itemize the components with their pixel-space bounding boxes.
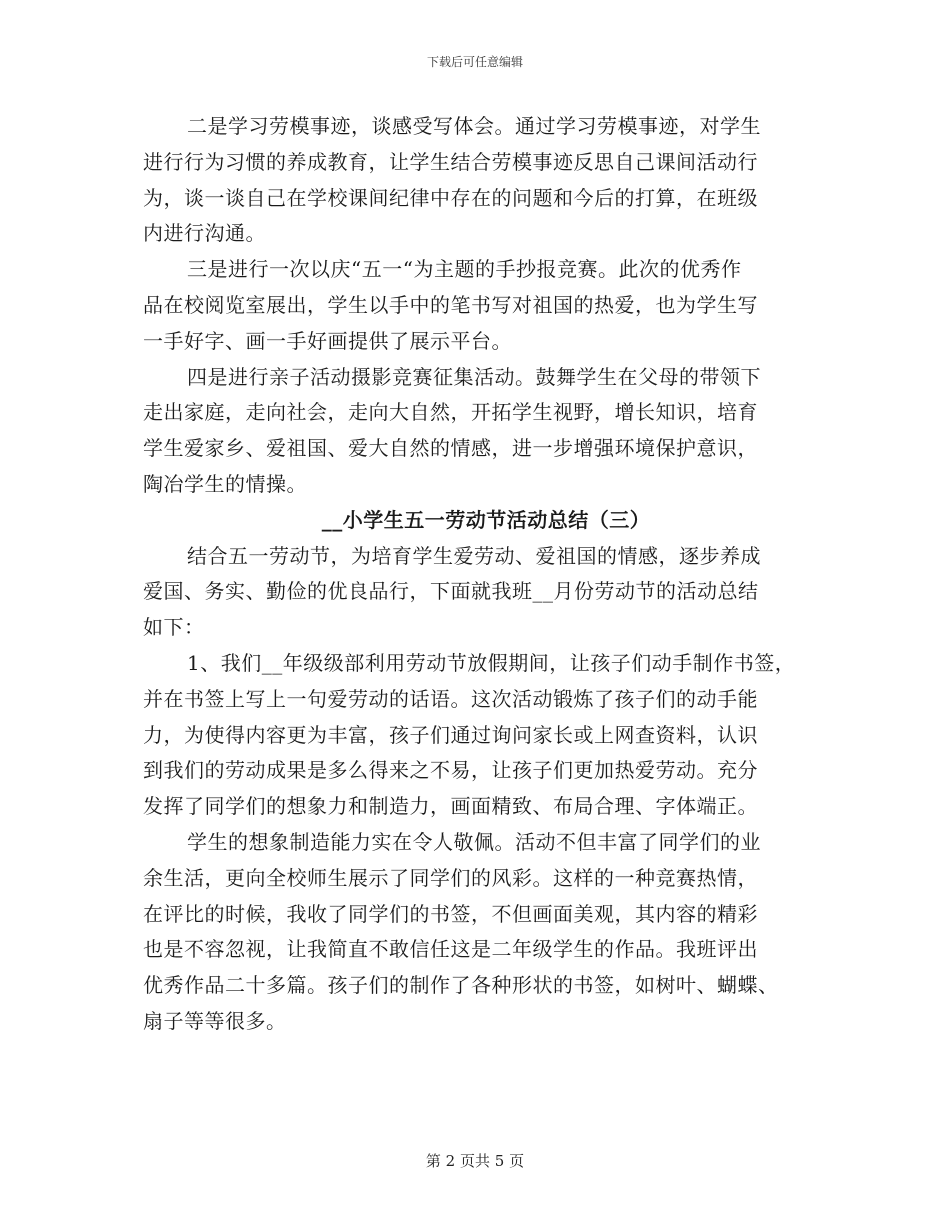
paragraph-line: 走出家庭，走向社会，走向大自然，开拓学生视野，增长知识，培育 (143, 400, 758, 425)
paragraph-line: 品在校阅览室展出，学生以手中的笔书写对祖国的热爱，也为学生写 (143, 292, 758, 317)
paragraph-line: 发挥了同学们的想象力和制造力，画面精致、布局合理、字体端正。 (143, 794, 758, 819)
paragraph-line: 在评比的时候，我收了同学们的书签，不但画面美观，其内容的精彩 (143, 901, 758, 926)
paragraph-line: 进行行为习惯的养成教育，让学生结合劳模事迹反思自己课间活动行 (143, 149, 758, 174)
paragraph-line: 三是进行一次以庆“五一“为主题的手抄报竞赛。此次的优秀作 (187, 257, 742, 282)
paragraph-line: 一手好字、画一手好画提供了展示平台。 (143, 328, 512, 353)
paragraph-line: 爱国、务实、勤俭的优良品行，下面就我班__月份劳动节的活动总结 (143, 579, 759, 604)
page-footer: 第 2 页共 5 页 (425, 1152, 525, 1170)
paragraph-line: 学生爱家乡、爱祖国、爱大自然的情感，进一步增强环境保护意识， (143, 436, 758, 461)
paragraph-line: 力，为使得内容更为丰富，孩子们通过询问家长或上网查资料，认识 (143, 722, 758, 747)
paragraph-line: 四是进行亲子活动摄影竞赛征集活动。鼓舞学生在父母的带领下 (187, 364, 761, 389)
paragraph-line: 学生的想象制造能力实在令人敬佩。活动不但丰富了同学们的业 (187, 829, 761, 854)
paragraph-line: 为，谈一谈自己在学校课间纪律中存在的问题和今后的打算，在班级 (143, 185, 758, 210)
paragraph-line: 到我们的劳动成果是多么得来之不易，让孩子们更加热爱劳动。充分 (143, 758, 758, 783)
paragraph-line: 内进行沟通。 (143, 221, 266, 246)
paragraph-line: 扇子等等很多。 (143, 1008, 287, 1033)
paragraph-line: 1、我们__年级级部利用劳动节放假期间，让孩子们动手制作书签， (187, 650, 796, 675)
paragraph-line: 余生活，更向全校师生展示了同学们的风彩。这样的一种竞赛热情， (143, 865, 758, 890)
section-heading: __小学生五一劳动节活动总结（三） (321, 507, 651, 532)
paragraph-line: 陶冶学生的情操。 (143, 471, 307, 496)
paragraph-line: 二是学习劳模事迹，谈感受写体会。通过学习劳模事迹，对学生 (187, 114, 761, 138)
paragraph-line: 优秀作品二十多篇。孩子们的制作了各种形状的书签，如树叶、蝴蝶、 (143, 973, 779, 998)
paragraph-line: 并在书签上写上一句爱劳动的话语。这次活动锻炼了孩子们的动手能 (143, 686, 758, 711)
paragraph-line: 结合五一劳动节，为培育学生爱劳动、爱祖国的情感，逐步养成 (187, 543, 761, 568)
page-header: 下载后可任意编辑 (426, 55, 523, 69)
document-body (143, 109, 833, 1040)
paragraph-line: 如下： (143, 615, 205, 640)
paragraph-line: 也是不容忽视，让我简直不敢信任这是二年级学生的作品。我班评出 (143, 937, 758, 962)
